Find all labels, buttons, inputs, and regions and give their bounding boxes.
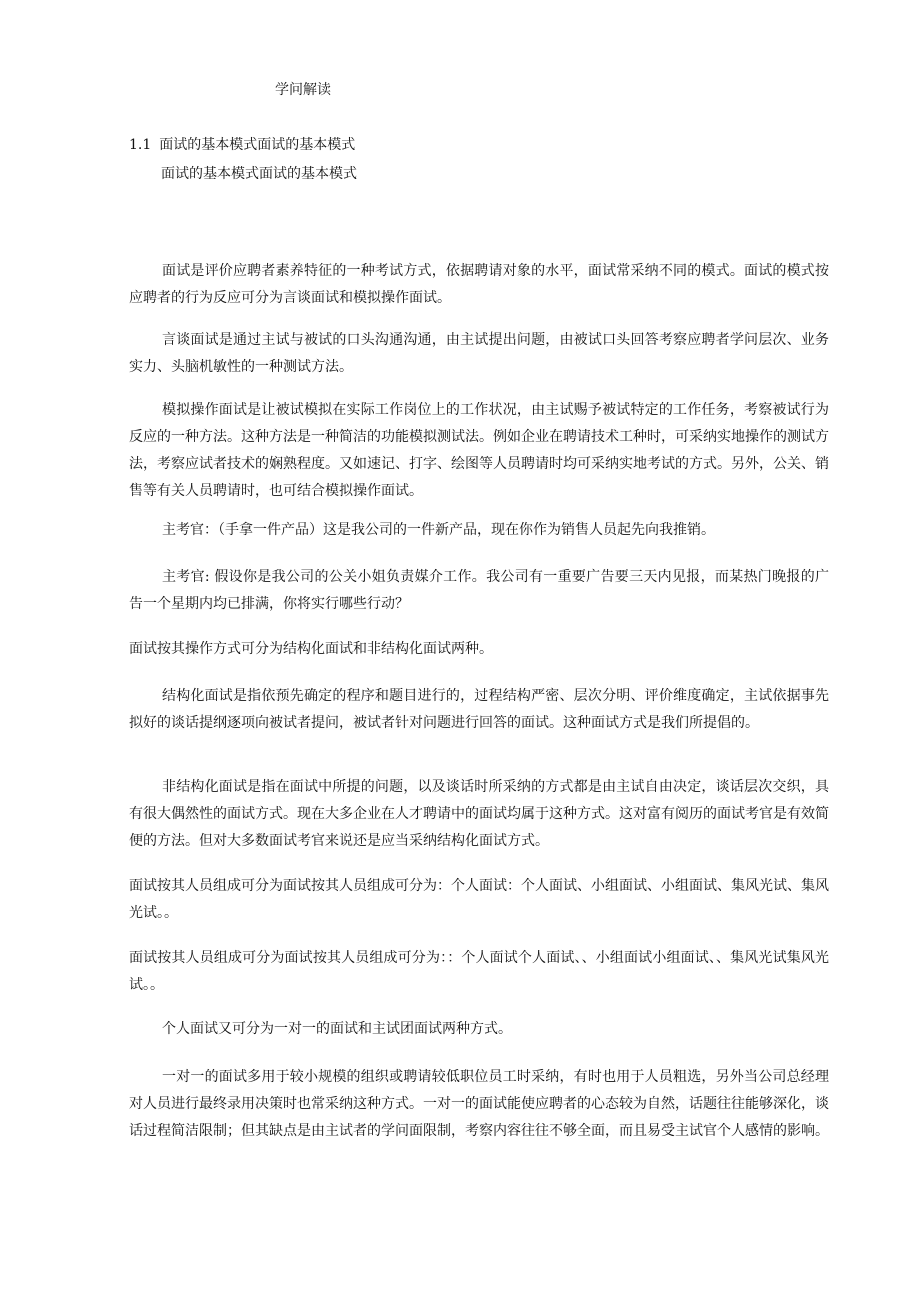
paragraph-structured-interview: 结构化面试是指依预先确定的程序和题目进行的，过程结构严密、层次分明、评价维度确定，主试依据事先拟好的谈话提纲逐项向被试者提问，被试者针对问题进行回答的面试。这种面试方式是我们所提倡的。 <box>129 688 829 731</box>
document-title: 学问解读 <box>275 82 331 98</box>
section-heading-text: 面试的基本模式面试的基本模式 <box>159 137 356 153</box>
section-subheading: 面试的基本模式面试的基本模式 <box>161 166 357 182</box>
paragraph-individual-interview: 个人面试又可分为一对一的面试和主试团面试两种方式。 <box>162 1021 512 1037</box>
paragraph-definition: 面试是评价应聘者素养特征的一种考试方式，依据聘请对象的水平，面试常采纳不同的模式。面试的模式按应聘者的行为反应可分为言谈面试和模拟操作面试。 <box>129 263 829 306</box>
paragraph-composition-2: 面试按其人员组成可分为面试按其人员组成可分为：：个人面试个人面试、、小组面试小组面试、、集风光试集风光试。。 <box>129 950 829 993</box>
paragraph-simulation-interview: 模拟操作面试是让被试模拟在实际工作岗位上的工作状况，由主试赐予被试特定的工作任务，考察被试行为反应的一种方法。这种方法是一种简洁的功能模拟测试法。例如企业在聘请技术工种时，可采纳实地操作的测试方法，考察应试者技术的娴熟程度。又如速记、打字、绘图等人员聘请时均可采纳实地考试的方式。另外，公关、销售等有关人员聘请时，也可结合模拟操作面试。 <box>129 402 829 499</box>
paragraph-unstructured-interview: 非结构化面试是指在面试中所提的问题，以及谈话时所采纳的方式都是由主试自由决定，谈话层次交织，具有很大偶然性的面试方式。现在大多企业在人才聘请中的面试均属于这种方式。这对富有阅历的面试考官是有效简便的方法。但对大多数面试考官来说还是应当采纳结构化面试方式。 <box>129 779 829 849</box>
section-heading <box>129 135 355 155</box>
paragraph-composition-1: 面试按其人员组成可分为面试按其人员组成可分为：个人面试：个人面试、小组面试、小组面试、集风光试、集风光试。。 <box>129 878 829 921</box>
paragraph-verbal-interview: 言谈面试是通过主试与被试的口头沟通沟通，由主试提出问题，由被试口头回答考察应聘者学问层次、业务实力、头脑机敏性的一种测试方法。 <box>129 332 829 375</box>
paragraph-one-on-one: 一对一的面试多用于较小规模的组织或聘请较低职位员工时采纳，有时也用于人员粗选，另外当公司总经理对人员进行最终录用决策时也常采纳这种方式。一对一的面试能使应聘者的心态较为自然，话题往往能够深化，谈话过程简洁限制；但其缺点是由主试者的学问面限制，考察内容往往不够全面，而且易受主试官个人感情的影响。 <box>129 1069 829 1139</box>
section-number: 1.1 <box>129 137 152 153</box>
paragraph-example-sales: 主考官：（手拿一件产品）这是我公司的一件新产品，现在你作为销售人员起先向我推销。 <box>162 522 715 538</box>
paragraph-example-pr: 主考官: 假设你是我公司的公关小姐负责媒介工作。我公司有一重要广告要三天内见报，而某热门晚报的广告一个星期内均已排满，你将实行哪些行动？ <box>129 569 829 612</box>
paragraph-structure-types: 面试按其操作方式可分为结构化面试和非结构化面试两种。 <box>129 641 493 657</box>
